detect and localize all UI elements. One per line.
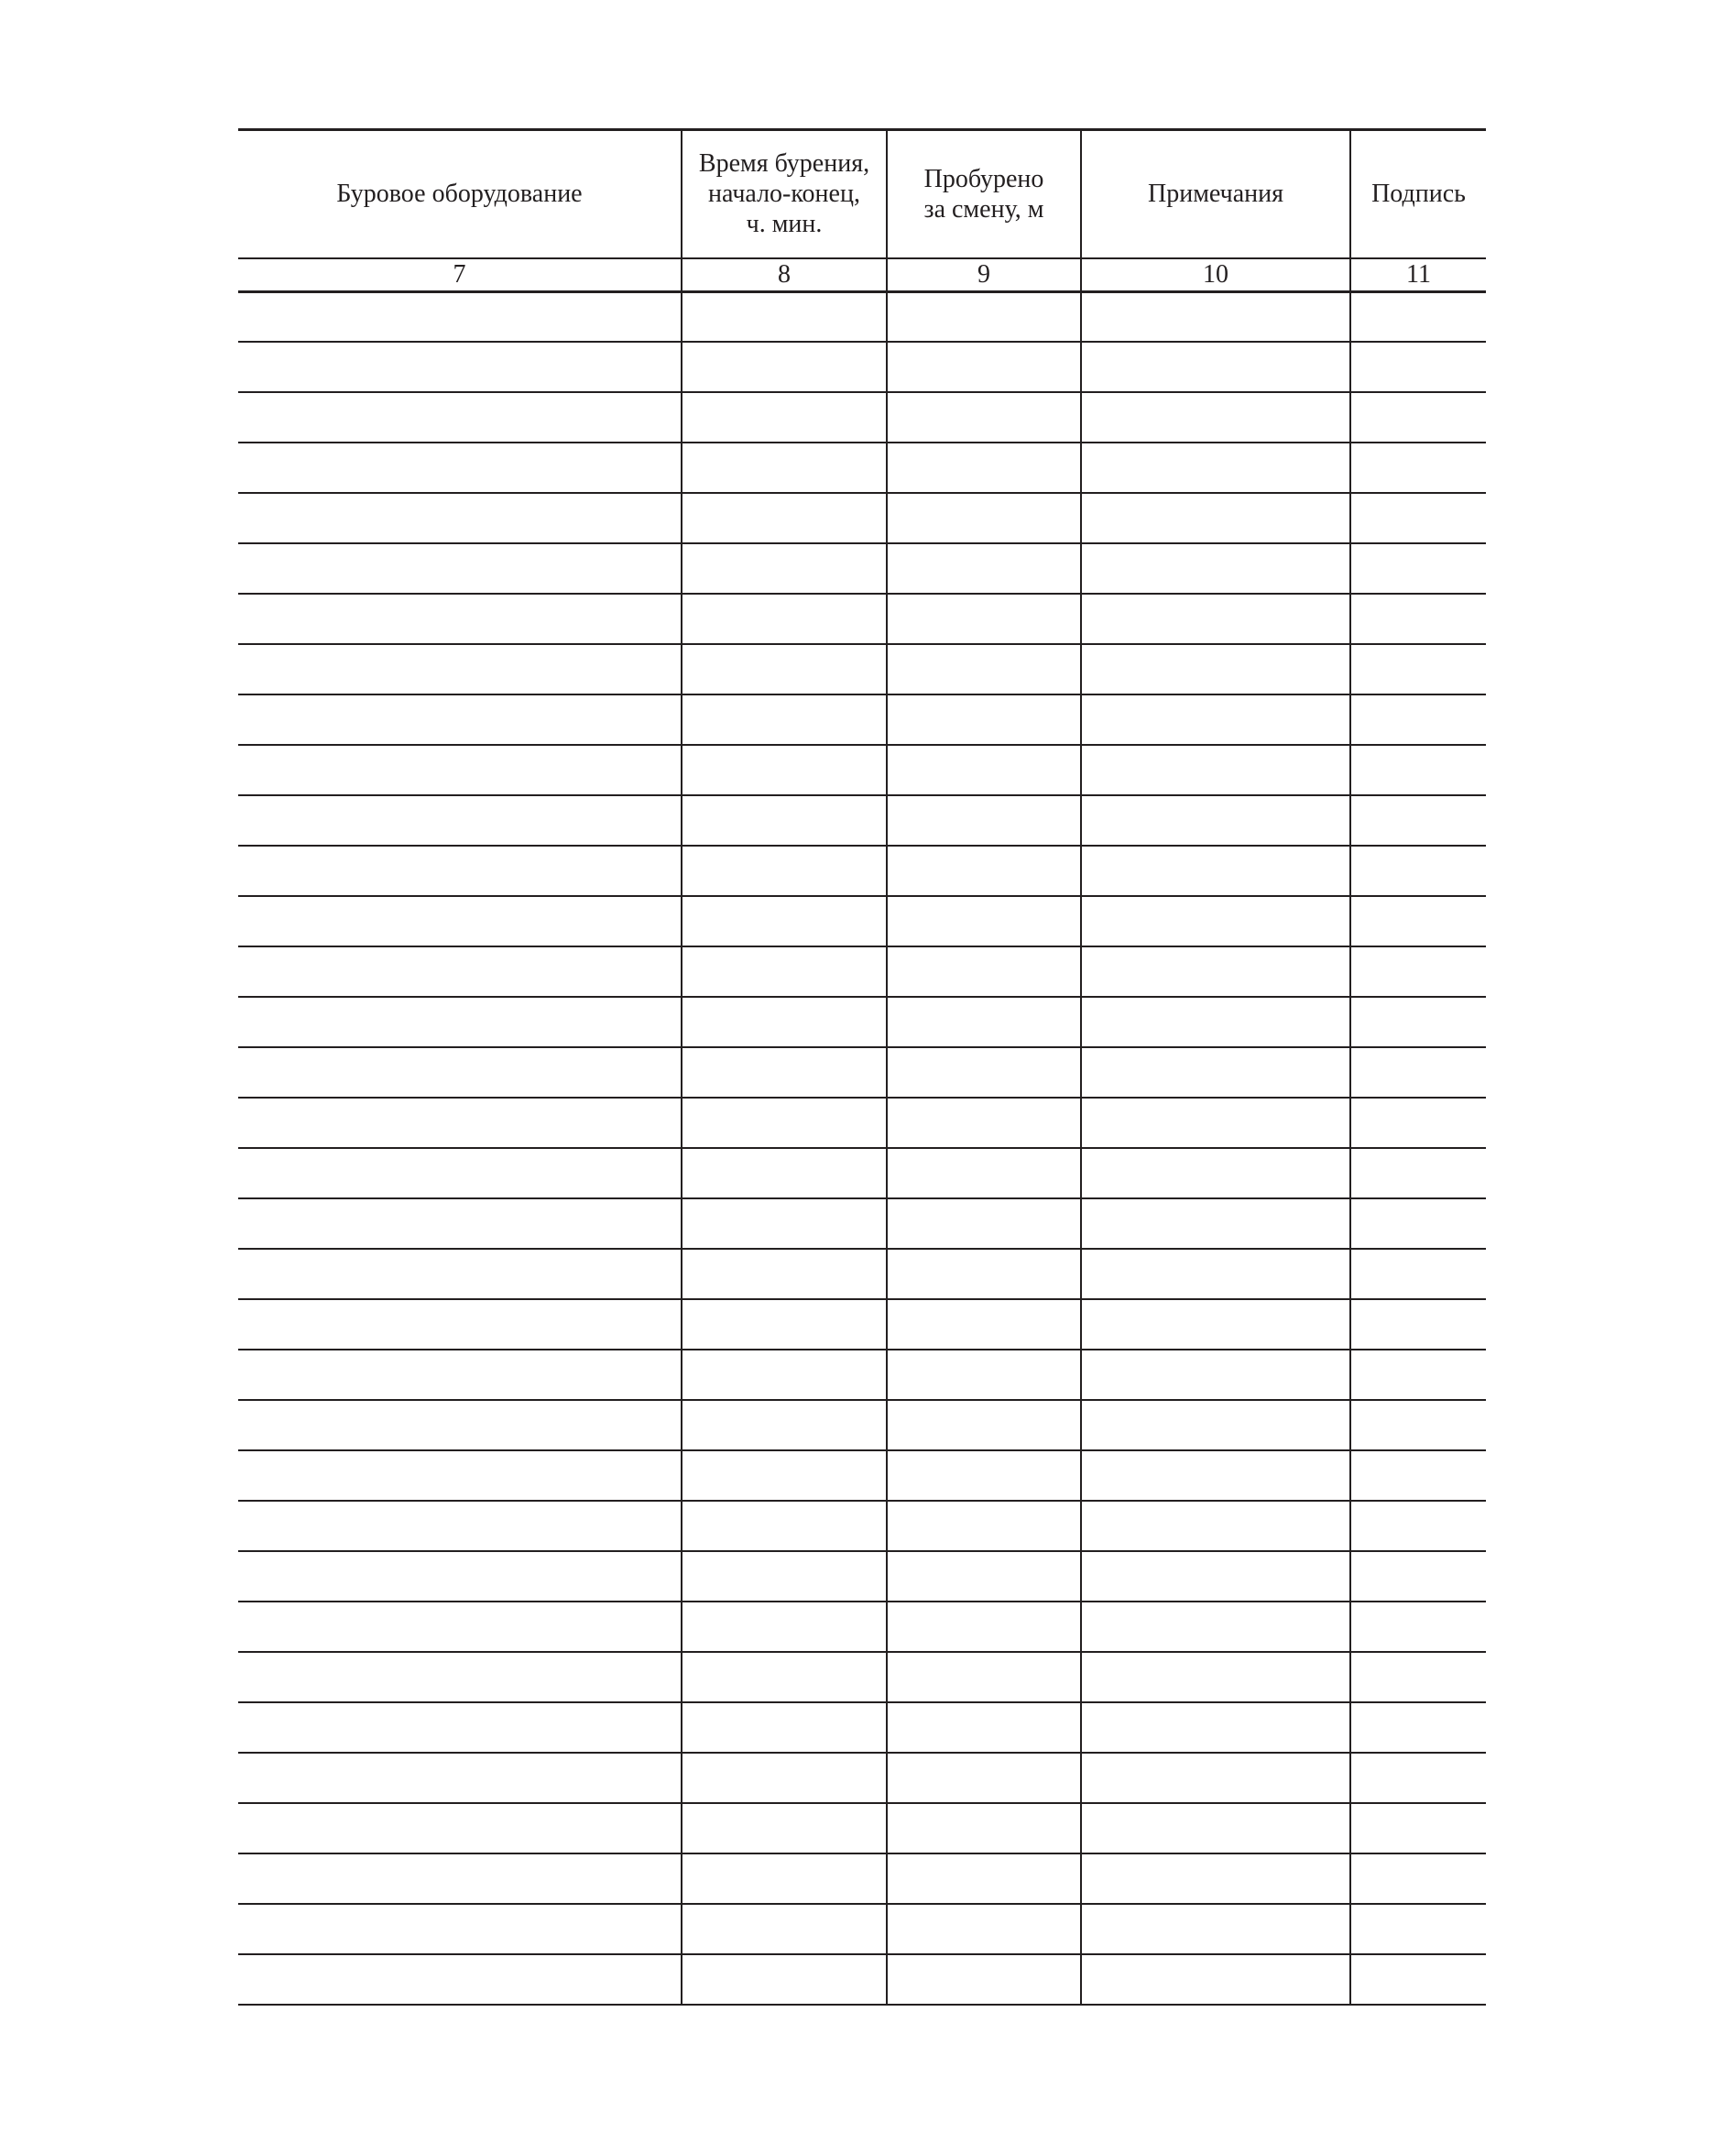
table-cell[interactable] — [1081, 1501, 1350, 1551]
table-cell[interactable] — [887, 1148, 1081, 1198]
table-cell[interactable] — [887, 1652, 1081, 1702]
table-cell[interactable] — [1081, 745, 1350, 795]
table-cell[interactable] — [1081, 795, 1350, 846]
table-row — [238, 1853, 1486, 1904]
table-cell[interactable] — [1350, 745, 1486, 795]
table-cell[interactable] — [682, 1450, 887, 1501]
table-cell[interactable] — [682, 1501, 887, 1551]
table-cell[interactable] — [238, 543, 682, 594]
table-cell[interactable] — [238, 1047, 682, 1098]
table-cell[interactable] — [682, 896, 887, 946]
column-number: 11 — [1350, 258, 1486, 292]
table-cell[interactable] — [887, 594, 1081, 644]
table-cell[interactable] — [682, 846, 887, 896]
table-cell[interactable] — [1350, 896, 1486, 946]
table-cell[interactable] — [1081, 543, 1350, 594]
table-cell[interactable] — [238, 745, 682, 795]
table-cell[interactable] — [682, 493, 887, 543]
table-cell[interactable] — [238, 1148, 682, 1198]
table-cell[interactable] — [1350, 1350, 1486, 1400]
table-cell[interactable] — [238, 1551, 682, 1602]
table-cell[interactable] — [887, 1853, 1081, 1904]
table-cell[interactable] — [238, 1249, 682, 1299]
table-cell[interactable] — [887, 694, 1081, 745]
table-cell[interactable] — [1350, 795, 1486, 846]
table-cell[interactable] — [1081, 1450, 1350, 1501]
table-cell[interactable] — [1350, 1450, 1486, 1501]
header-drilled-per-shift: Пробурено за смену, м — [887, 130, 1081, 258]
table-cell[interactable] — [682, 291, 887, 342]
table-cell[interactable] — [238, 1501, 682, 1551]
table-cell[interactable] — [1081, 1098, 1350, 1148]
table-cell[interactable] — [1081, 644, 1350, 694]
table-cell[interactable] — [887, 1450, 1081, 1501]
table-cell[interactable] — [682, 644, 887, 694]
table-cell[interactable] — [887, 1047, 1081, 1098]
table-cell[interactable] — [887, 1803, 1081, 1853]
table-header-row — [238, 130, 1486, 258]
table-cell[interactable] — [1350, 1954, 1486, 2005]
table-cell[interactable] — [887, 1501, 1081, 1551]
table-row — [238, 694, 1486, 745]
table-row — [238, 1803, 1486, 1853]
table-cell[interactable] — [682, 1047, 887, 1098]
table-row — [238, 342, 1486, 392]
table-row — [238, 443, 1486, 493]
table-cell[interactable] — [1081, 946, 1350, 997]
table-cell[interactable] — [238, 1753, 682, 1803]
table-cell[interactable] — [1350, 1249, 1486, 1299]
table-cell[interactable] — [238, 291, 682, 342]
table-cell[interactable] — [238, 694, 682, 745]
table-cell[interactable] — [238, 896, 682, 946]
table-cell[interactable] — [682, 1954, 887, 2005]
table-cell[interactable] — [682, 1400, 887, 1450]
table-cell[interactable] — [1081, 493, 1350, 543]
table-cell[interactable] — [1081, 392, 1350, 443]
table-cell[interactable] — [1350, 543, 1486, 594]
table-cell[interactable] — [1081, 1249, 1350, 1299]
table-row — [238, 997, 1486, 1047]
table-cell[interactable] — [1081, 291, 1350, 342]
table-cell[interactable] — [1350, 846, 1486, 896]
table-body — [238, 291, 1486, 2005]
table-cell[interactable] — [682, 1702, 887, 1753]
column-number: 7 — [238, 258, 682, 292]
table-cell[interactable] — [682, 1551, 887, 1602]
table-cell[interactable] — [1350, 1148, 1486, 1198]
table-cell[interactable] — [682, 694, 887, 745]
table-cell[interactable] — [1081, 1602, 1350, 1652]
table-cell[interactable] — [887, 997, 1081, 1047]
table-cell[interactable] — [887, 1753, 1081, 1803]
table-row — [238, 795, 1486, 846]
table-row — [238, 896, 1486, 946]
table-row — [238, 1098, 1486, 1148]
header-drilling-equipment: Буровое оборудование — [238, 130, 682, 258]
table-cell[interactable] — [1350, 1853, 1486, 1904]
table-cell[interactable] — [238, 493, 682, 543]
table-cell[interactable] — [887, 493, 1081, 543]
table-cell[interactable] — [682, 1652, 887, 1702]
table-cell[interactable] — [887, 342, 1081, 392]
table-row — [238, 1753, 1486, 1803]
table-cell[interactable] — [682, 997, 887, 1047]
column-number: 10 — [1081, 258, 1350, 292]
table-cell[interactable] — [1081, 1904, 1350, 1954]
table-row — [238, 1551, 1486, 1602]
table-cell[interactable] — [1081, 1652, 1350, 1702]
table-cell[interactable] — [1350, 1803, 1486, 1853]
table-cell[interactable] — [1350, 694, 1486, 745]
table-cell[interactable] — [1350, 946, 1486, 997]
table-cell[interactable] — [238, 1954, 682, 2005]
table-cell[interactable] — [682, 1148, 887, 1198]
table-cell[interactable] — [238, 946, 682, 997]
table-cell[interactable] — [682, 1602, 887, 1652]
column-number: 8 — [682, 258, 887, 292]
table-cell[interactable] — [887, 1098, 1081, 1148]
table-cell[interactable] — [1081, 1551, 1350, 1602]
table-cell[interactable] — [238, 1299, 682, 1350]
table-row — [238, 1350, 1486, 1400]
table-row — [238, 1047, 1486, 1098]
table-cell[interactable] — [1350, 1652, 1486, 1702]
table-cell[interactable] — [887, 846, 1081, 896]
table-cell[interactable] — [1081, 1753, 1350, 1803]
table-cell[interactable] — [238, 594, 682, 644]
table-cell[interactable] — [887, 1602, 1081, 1652]
table-cell[interactable] — [682, 795, 887, 846]
table-cell[interactable] — [238, 1853, 682, 1904]
table-row — [238, 1652, 1486, 1702]
table-cell[interactable] — [238, 1652, 682, 1702]
table-cell[interactable] — [887, 443, 1081, 493]
table-row — [238, 745, 1486, 795]
table-cell[interactable] — [682, 946, 887, 997]
table-cell[interactable] — [682, 443, 887, 493]
table-cell[interactable] — [238, 443, 682, 493]
table-cell[interactable] — [1081, 846, 1350, 896]
table-cell[interactable] — [887, 745, 1081, 795]
table-row — [238, 1602, 1486, 1652]
table-row — [238, 1954, 1486, 2005]
table-cell[interactable] — [1350, 997, 1486, 1047]
table-cell[interactable] — [682, 1299, 887, 1350]
table-cell[interactable] — [887, 1702, 1081, 1753]
table-cell[interactable] — [1350, 1904, 1486, 1954]
table-cell[interactable] — [1350, 1299, 1486, 1350]
table-cell[interactable] — [887, 1249, 1081, 1299]
table-row — [238, 392, 1486, 443]
table-cell[interactable] — [1350, 1098, 1486, 1148]
table-cell[interactable] — [682, 594, 887, 644]
table-cell[interactable] — [1081, 1853, 1350, 1904]
column-number-row — [238, 258, 1486, 292]
table-cell[interactable] — [682, 543, 887, 594]
table-row — [238, 291, 1486, 342]
table-cell[interactable] — [1350, 594, 1486, 644]
table-row — [238, 1198, 1486, 1249]
table-cell[interactable] — [887, 543, 1081, 594]
table-cell[interactable] — [1081, 594, 1350, 644]
table-cell[interactable] — [238, 342, 682, 392]
table-row — [238, 1702, 1486, 1753]
table-row — [238, 644, 1486, 694]
table-cell[interactable] — [1081, 1299, 1350, 1350]
table-cell[interactable] — [1350, 1198, 1486, 1249]
table-row — [238, 1400, 1486, 1450]
table-cell[interactable] — [238, 1803, 682, 1853]
table-row — [238, 493, 1486, 543]
table-row — [238, 1249, 1486, 1299]
table-cell[interactable] — [887, 1400, 1081, 1450]
table-cell[interactable] — [238, 1098, 682, 1148]
header-signature: Подпись — [1350, 130, 1486, 258]
table-row — [238, 1148, 1486, 1198]
table-cell[interactable] — [1350, 443, 1486, 493]
table-cell[interactable] — [682, 1753, 887, 1803]
table-cell[interactable] — [887, 1350, 1081, 1400]
table-cell[interactable] — [238, 795, 682, 846]
table-cell[interactable] — [887, 1954, 1081, 2005]
table-cell[interactable] — [1081, 1954, 1350, 2005]
table-cell[interactable] — [1081, 443, 1350, 493]
table-cell[interactable] — [1350, 493, 1486, 543]
table-cell[interactable] — [238, 997, 682, 1047]
table-cell[interactable] — [887, 1904, 1081, 1954]
table-cell[interactable] — [238, 1602, 682, 1652]
table-cell[interactable] — [238, 644, 682, 694]
table-cell[interactable] — [1350, 342, 1486, 392]
table-cell[interactable] — [887, 291, 1081, 342]
table-cell[interactable] — [1350, 1400, 1486, 1450]
table-cell[interactable] — [682, 1853, 887, 1904]
table-row — [238, 946, 1486, 997]
table-cell[interactable] — [1350, 1047, 1486, 1098]
table-row — [238, 1501, 1486, 1551]
table-cell[interactable] — [887, 795, 1081, 846]
table-row — [238, 1450, 1486, 1501]
table-cell[interactable] — [682, 392, 887, 443]
table-cell[interactable] — [238, 1904, 682, 1954]
table-row — [238, 543, 1486, 594]
table-cell[interactable] — [1081, 1047, 1350, 1098]
table-cell[interactable] — [682, 1249, 887, 1299]
table-cell[interactable] — [682, 1198, 887, 1249]
table-cell[interactable] — [887, 1551, 1081, 1602]
table-cell[interactable] — [1081, 1198, 1350, 1249]
header-notes: Примечания — [1081, 130, 1350, 258]
table-cell[interactable] — [682, 1803, 887, 1853]
table-cell[interactable] — [1350, 644, 1486, 694]
table-cell[interactable] — [682, 1350, 887, 1400]
table-cell[interactable] — [238, 1400, 682, 1450]
table-cell[interactable] — [887, 644, 1081, 694]
table-cell[interactable] — [1350, 392, 1486, 443]
table-cell[interactable] — [238, 1350, 682, 1400]
table-cell[interactable] — [887, 946, 1081, 997]
table-cell[interactable] — [1350, 1551, 1486, 1602]
table-row — [238, 1299, 1486, 1350]
table-cell[interactable] — [1350, 291, 1486, 342]
table-cell[interactable] — [887, 1198, 1081, 1249]
table-cell[interactable] — [1081, 997, 1350, 1047]
table-cell[interactable] — [238, 1702, 682, 1753]
table-cell[interactable] — [887, 896, 1081, 946]
table-cell[interactable] — [887, 1299, 1081, 1350]
drilling-log-table — [238, 128, 1486, 2006]
table-cell[interactable] — [887, 392, 1081, 443]
table-cell[interactable] — [682, 1098, 887, 1148]
table-cell[interactable] — [238, 1198, 682, 1249]
table-cell[interactable] — [682, 342, 887, 392]
table-cell[interactable] — [1081, 896, 1350, 946]
table-cell[interactable] — [1081, 1400, 1350, 1450]
table-row — [238, 846, 1486, 896]
table-cell[interactable] — [1081, 1350, 1350, 1400]
table-row — [238, 1904, 1486, 1954]
table-cell[interactable] — [1350, 1702, 1486, 1753]
header-drilling-time: Время бурения, начало-конец, ч. мин. — [682, 130, 887, 258]
table-cell[interactable] — [1350, 1501, 1486, 1551]
table-cell[interactable] — [1081, 1702, 1350, 1753]
table-cell[interactable] — [1081, 1803, 1350, 1853]
table-cell[interactable] — [682, 745, 887, 795]
table-cell[interactable] — [238, 846, 682, 896]
table-cell[interactable] — [238, 392, 682, 443]
table-cell[interactable] — [1350, 1602, 1486, 1652]
table-row — [238, 594, 1486, 644]
table-cell[interactable] — [1081, 1148, 1350, 1198]
table-cell[interactable] — [1081, 694, 1350, 745]
table-cell[interactable] — [1081, 342, 1350, 392]
column-number: 9 — [887, 258, 1081, 292]
table-cell[interactable] — [1350, 1753, 1486, 1803]
table-cell[interactable] — [682, 1904, 887, 1954]
table-cell[interactable] — [238, 1450, 682, 1501]
